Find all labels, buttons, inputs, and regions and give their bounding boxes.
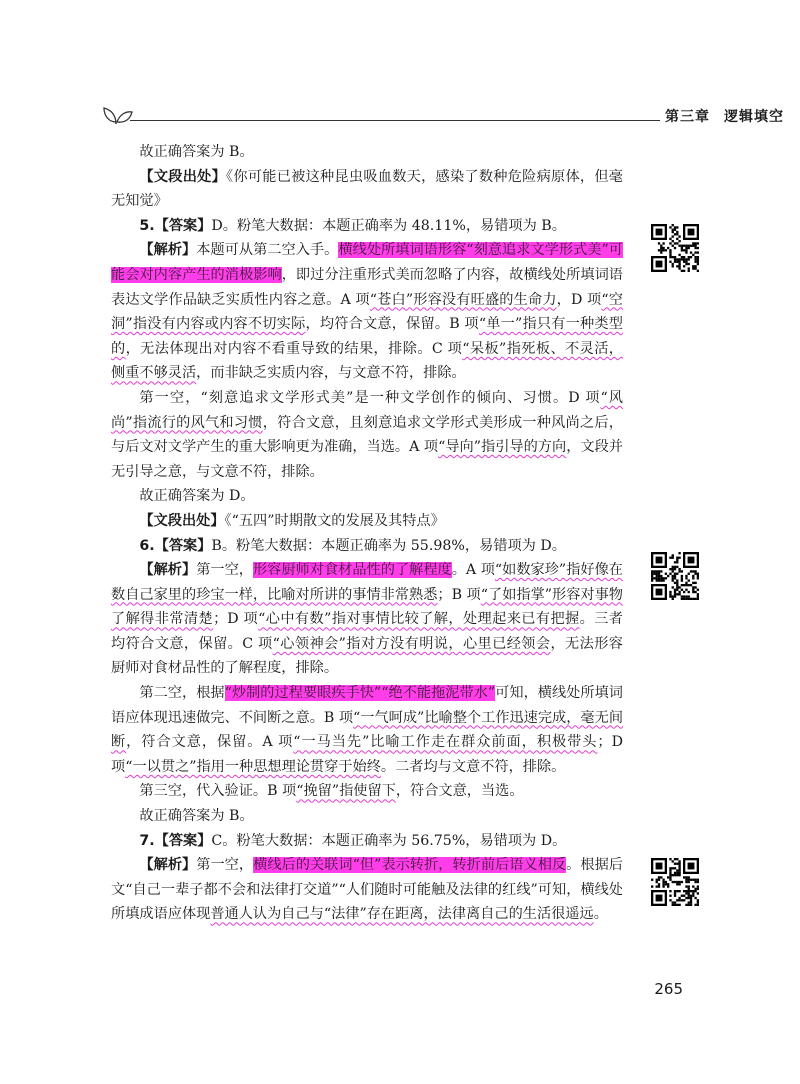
text-run: ，符合文意，当选。	[395, 783, 524, 800]
text-run: ，均符合文意，保留。B 项	[305, 316, 479, 333]
text-run: C。粉笔大数据：本题正确率为 56.75%，易错项为 D。	[211, 832, 567, 849]
section-label: 【解析】	[139, 242, 197, 259]
text-run: 第三空，代入验证。B 项	[139, 783, 297, 800]
paragraph	[111, 214, 623, 239]
underlined-text: “一以贯之”指用一种思想理论贯穿于始终	[125, 758, 381, 775]
underlined-text: “导向”指引导的方向	[438, 439, 567, 456]
underlined-text: “苍白”形容没有旺盛的生命力	[369, 291, 557, 308]
qr-code-icon[interactable]	[651, 858, 699, 906]
text-run: 故正确答案为 B。	[139, 144, 254, 160]
paragraph	[111, 509, 623, 534]
section-label: 5.【答案】	[139, 217, 212, 234]
text-run: ；D 项	[213, 611, 259, 628]
section-label: 7.【答案】	[139, 832, 212, 849]
chapter-heading	[665, 106, 784, 126]
text-run: ，即过分注重形式美而忽略了内容，故横线处所填词语表达文学作品缺乏实质性内容之意。A 项	[111, 266, 623, 308]
text-run: ，无法形容厨师对食材品性的了解程度，排除。	[111, 635, 623, 677]
text-run: 可知，横线处所填词语应体现迅速做完、不间断之意。B 项	[111, 685, 623, 726]
underlined-text: “空洞”指没有内容或内容不切实际	[111, 291, 623, 333]
underlined-text: “风尚”指流行的风气和习惯	[111, 389, 623, 431]
underlined-text: “挽留”指使留下	[296, 783, 396, 800]
chapter-number: 第三章	[665, 109, 710, 125]
paragraph	[111, 484, 623, 509]
paragraph	[111, 140, 623, 165]
paragraph	[111, 534, 623, 559]
chapter-title: 逻辑填空	[724, 109, 784, 125]
highlighted-text: 横线后的关联词“但”表示转折，转折前后语义相反	[253, 857, 567, 874]
paragraph	[111, 558, 623, 681]
text-run: B。粉笔大数据：本题正确率为 55.98%，易错项为 D。	[211, 537, 566, 554]
text-run: ；D 项	[111, 734, 623, 775]
text-run: 故正确答案为 B。	[139, 808, 254, 825]
text-run: ；B 项	[437, 586, 481, 603]
header-rule	[130, 120, 660, 121]
paragraph	[111, 829, 623, 854]
text-run: ，D 项	[556, 291, 602, 308]
text-run: ，符合文意，且刻意追求文学形式美形成一种风尚之后，与后文对文学产生的重大影响更为准确，当选。A 项	[111, 414, 623, 456]
highlighted-text: 形容厨师对食材品性的了解程度	[252, 562, 452, 579]
underlined-text: “心领神会”指对方没有明说，心里已经领会	[272, 635, 551, 652]
section-label: 6.【答案】	[139, 537, 212, 554]
text-run: ，而非缺乏实质内容，与文意不符，排除。	[196, 365, 466, 382]
text-run: 本题可从第二空入手。	[196, 242, 339, 259]
underlined-text: “呆板”指死板、不灵活，侧重不够灵活	[111, 340, 623, 382]
underlined-text: “心中有数”指对事情比较了解，处理起来已有把握	[258, 611, 580, 628]
paragraph	[111, 853, 623, 927]
page-header	[100, 98, 784, 138]
text-run: 《你可能已被这种昆虫吸血数天，感染了数种危险病原体，但毫无知觉》	[111, 168, 623, 210]
underlined-text: “如数家珍”指好像在数自己家里的珍宝一样，比喻对所讲的事情非常熟悉	[111, 562, 623, 603]
paragraph	[111, 238, 623, 386]
text-run: ，符合文意，保留。A 项	[126, 734, 294, 751]
section-label: 【文段出处】	[139, 512, 225, 529]
section-label: 【解析】	[139, 857, 197, 874]
text-run: 《“五四”时期散文的发展及其特点》	[224, 512, 445, 529]
leaf-sprout-icon	[100, 98, 134, 132]
section-label: 【文段出处】	[139, 168, 227, 185]
underlined-text: “了如指掌”形容对事物了解得非常清楚	[111, 586, 623, 628]
text-run: ，文段并无引导之意，与文意不符，排除。	[111, 439, 623, 480]
text-run: 第二空，根据	[139, 685, 225, 702]
paragraph	[111, 804, 623, 829]
paragraph	[111, 386, 623, 484]
qr-code-icon[interactable]	[651, 552, 699, 600]
paragraph	[111, 165, 623, 214]
text-run: 。	[593, 906, 608, 923]
text-run: 。二者均与文意不符，排除。	[380, 758, 566, 775]
paragraph	[111, 779, 623, 804]
underlined-text: 普通人认为自己与“法律”存在距离，法律离自己的生活很遥远	[210, 906, 594, 923]
page-body	[111, 140, 623, 927]
text-run: 第一空，“刻意追求文学形式美”是一种文学创作的倾向、习惯。D 项	[139, 389, 601, 406]
text-run: 第一空，	[196, 857, 254, 874]
highlighted-text: “炒制的过程要眼疾手快”“绝不能拖泥带水”	[224, 685, 496, 702]
text-run: 。三者均符合文意，保留。C 项	[111, 611, 623, 652]
underlined-text: “一气呵成”比喻整个工作迅速完成，毫无间断	[111, 709, 624, 751]
text-run: 故正确答案为 D。	[139, 488, 255, 505]
text-run: 第一空，	[196, 562, 253, 579]
highlighted-text: 横线处所填词语形容“刻意追求文学形式美”可能会对内容产生的消极影响	[111, 242, 623, 283]
text-run: 。A 项	[451, 562, 495, 579]
text-run: 。根据后文“自己一辈子都不会和法律打交道”“人们随时可能触及法律的红线”可知，横线处所填成语应体现	[111, 857, 623, 923]
paragraph	[111, 681, 623, 779]
page-number: 265	[654, 980, 683, 998]
underlined-text: “单一”指只有一种类型的	[111, 316, 623, 357]
section-label: 【解析】	[139, 562, 197, 579]
underlined-text: “一马当先”比喻工作走在群众前面，积极带头	[293, 734, 598, 751]
text-run: D。粉笔大数据：本题正确率为 48.11%，易错项为 B。	[211, 217, 566, 234]
qr-code-icon[interactable]	[651, 224, 699, 272]
text-run: ，无法体现出对内容不看重导致的结果，排除。C 项	[125, 340, 463, 357]
